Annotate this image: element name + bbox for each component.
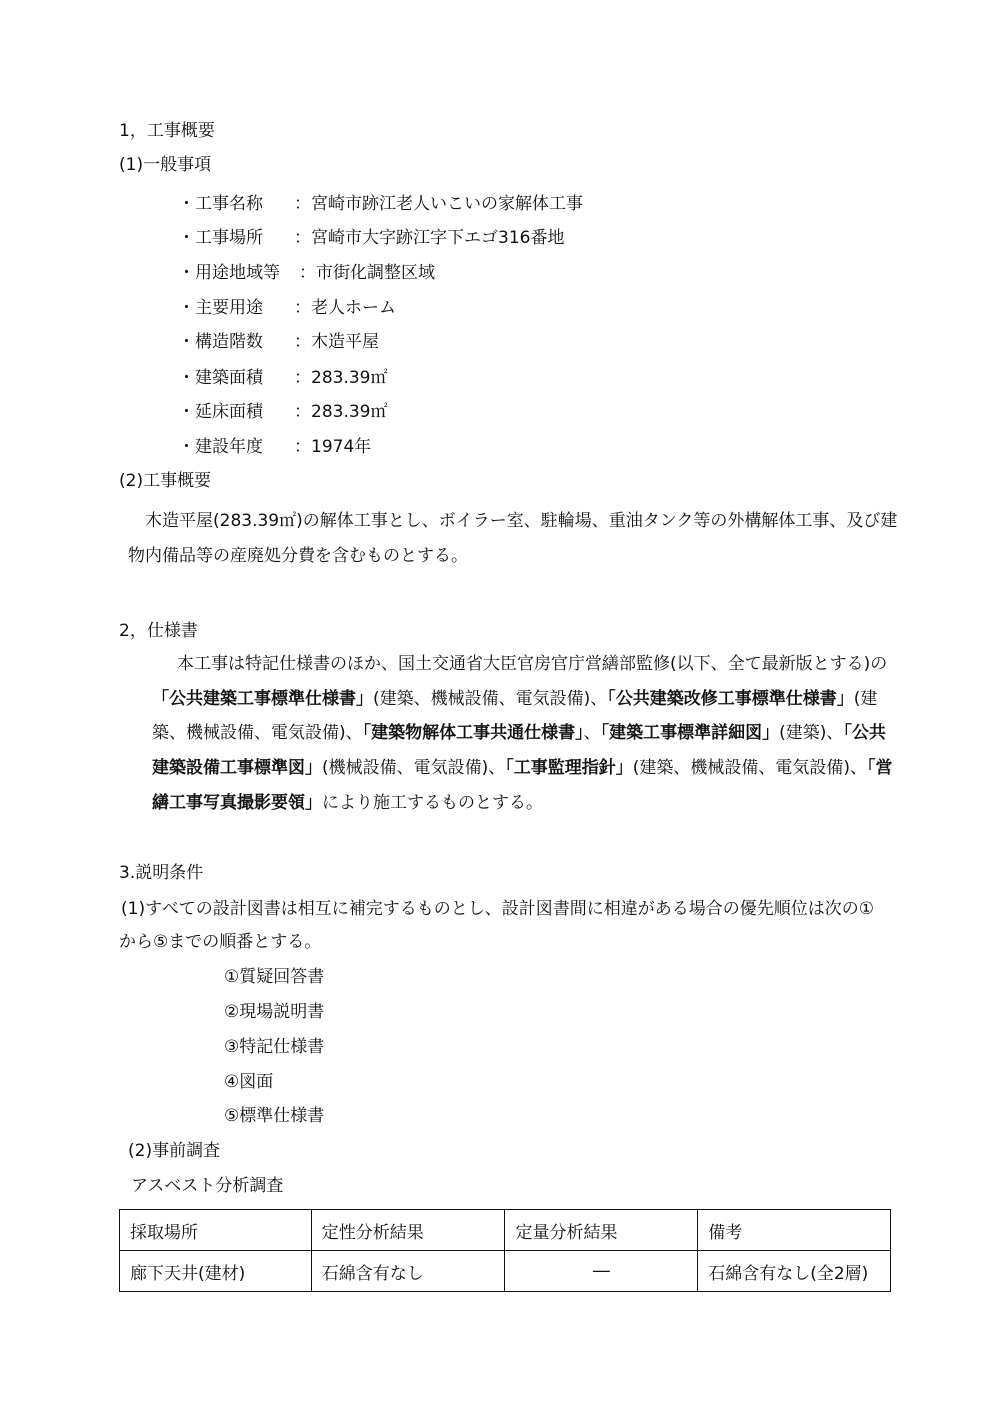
spec-ref: 「営 <box>867 758 893 778</box>
spec-line-5 <box>152 791 543 815</box>
spec-line-1: 本工事は特記仕様書のほか、国土交通省大臣官房官庁営繕部監修(以下、全て最新版とする)の <box>177 654 888 674</box>
table-cell: 廊下天井(建材) <box>120 1251 312 1292</box>
spec-ref: 「公共建築改修工事標準仕様書」 <box>607 689 854 709</box>
item-value-use: ：老人ホーム <box>294 298 396 318</box>
table-header-cell: 定性分析結果 <box>311 1210 505 1251</box>
table-header-cell: 採取場所 <box>120 1210 312 1251</box>
spec-line-3 <box>152 721 886 745</box>
overview-line-2: 物内備品等の産廃処分費を含むものとする。 <box>128 546 468 566</box>
table-row <box>120 1251 891 1292</box>
spec-ref: 「公共 <box>843 723 886 743</box>
priority-item: ①質疑回答書 <box>224 967 325 987</box>
item-value-location: ：宮崎市大字跡江字下エゴ316番地 <box>294 228 565 248</box>
item-value-building-area: ：283.39㎡ <box>294 368 388 388</box>
spec-text: により施工するものとする。 <box>322 793 543 813</box>
spec-text: (機械設備、電気設備)、 <box>322 758 506 778</box>
spec-text: (建築、機械設備、電気設備)、 <box>632 758 868 778</box>
item-label-project-name: ・工事名称 <box>178 194 263 214</box>
item-value-structure: ：木造平屋 <box>294 332 379 352</box>
priority-item: ⑤標準仕様書 <box>224 1106 325 1126</box>
table-header-cell: 備考 <box>698 1210 891 1251</box>
section3-heading: 3.説明条件 <box>119 863 204 883</box>
conditions-line-2: から⑤までの順番とする。 <box>119 932 322 952</box>
spec-ref: 「工事監理指針」 <box>505 758 633 778</box>
item-value-year: ：1974年 <box>294 437 372 457</box>
pre-survey-heading: (2)事前調査 <box>128 1141 221 1161</box>
asbestos-table <box>119 1209 891 1292</box>
spec-text: (建 <box>853 689 878 709</box>
spec-text: (建築、機械設備、電気設備)、 <box>373 689 608 709</box>
priority-item: ④図面 <box>224 1072 274 1092</box>
item-value-floor-area: ：283.39㎡ <box>294 402 388 422</box>
item-value-zoning: ：市街化調整区域 <box>299 263 435 283</box>
section1-overview-heading: (2)工事概要 <box>119 471 212 491</box>
conditions-line-1: (1)すべての設計図書は相互に補完するものとし、設計図書間に相違がある場合の優先順位は次の① <box>121 899 874 919</box>
item-value-project-name: ：宮崎市跡江老人いこいの家解体工事 <box>294 194 583 214</box>
spec-text: (建築)、 <box>779 723 844 743</box>
item-label-structure: ・構造階数 <box>178 332 263 352</box>
table-cell: 石綿含有なし <box>311 1251 505 1292</box>
spec-ref: 「建築物解体工事共通仕様書」 <box>362 723 584 743</box>
asbestos-survey-title: アスベスト分析調査 <box>131 1176 284 1196</box>
item-label-location: ・工事場所 <box>178 228 263 248</box>
spec-text: 築、機械設備、電気設備)、 <box>152 723 363 743</box>
spec-line-4 <box>152 756 893 780</box>
table-cell: ― <box>505 1251 698 1292</box>
spec-line-2 <box>152 687 877 711</box>
section2-heading: 2，仕様書 <box>119 621 198 641</box>
section1-heading: 1，工事概要 <box>119 121 215 141</box>
table-header-row <box>120 1210 891 1251</box>
item-label-floor-area: ・延床面積 <box>178 402 263 422</box>
item-label-year: ・建設年度 <box>178 437 263 457</box>
spec-ref: 建築設備工事標準図」 <box>152 758 322 778</box>
spec-ref: 「公共建築工事標準仕様書」 <box>152 689 373 709</box>
priority-item: ②現場説明書 <box>224 1002 325 1022</box>
spec-text: 、 <box>583 723 601 743</box>
table-cell: 石綿含有なし(全2層) <box>698 1251 891 1292</box>
item-label-use: ・主要用途 <box>178 298 263 318</box>
priority-item: ③特記仕様書 <box>224 1037 325 1057</box>
spec-ref: 「建築工事標準詳細図」 <box>600 723 780 743</box>
item-label-zoning: ・用途地域等 <box>178 263 280 283</box>
table-header-cell: 定量分析結果 <box>505 1210 698 1251</box>
spec-ref: 繕工事写真撮影要領」 <box>152 793 322 813</box>
overview-line-1: 木造平屋(283.39㎡)の解体工事とし、ボイラー室、駐輪場、重油タンク等の外構解体工事、及び建 <box>145 511 898 531</box>
item-label-building-area: ・建築面積 <box>178 368 263 388</box>
section1-general-heading: (1)一般事項 <box>119 155 212 175</box>
